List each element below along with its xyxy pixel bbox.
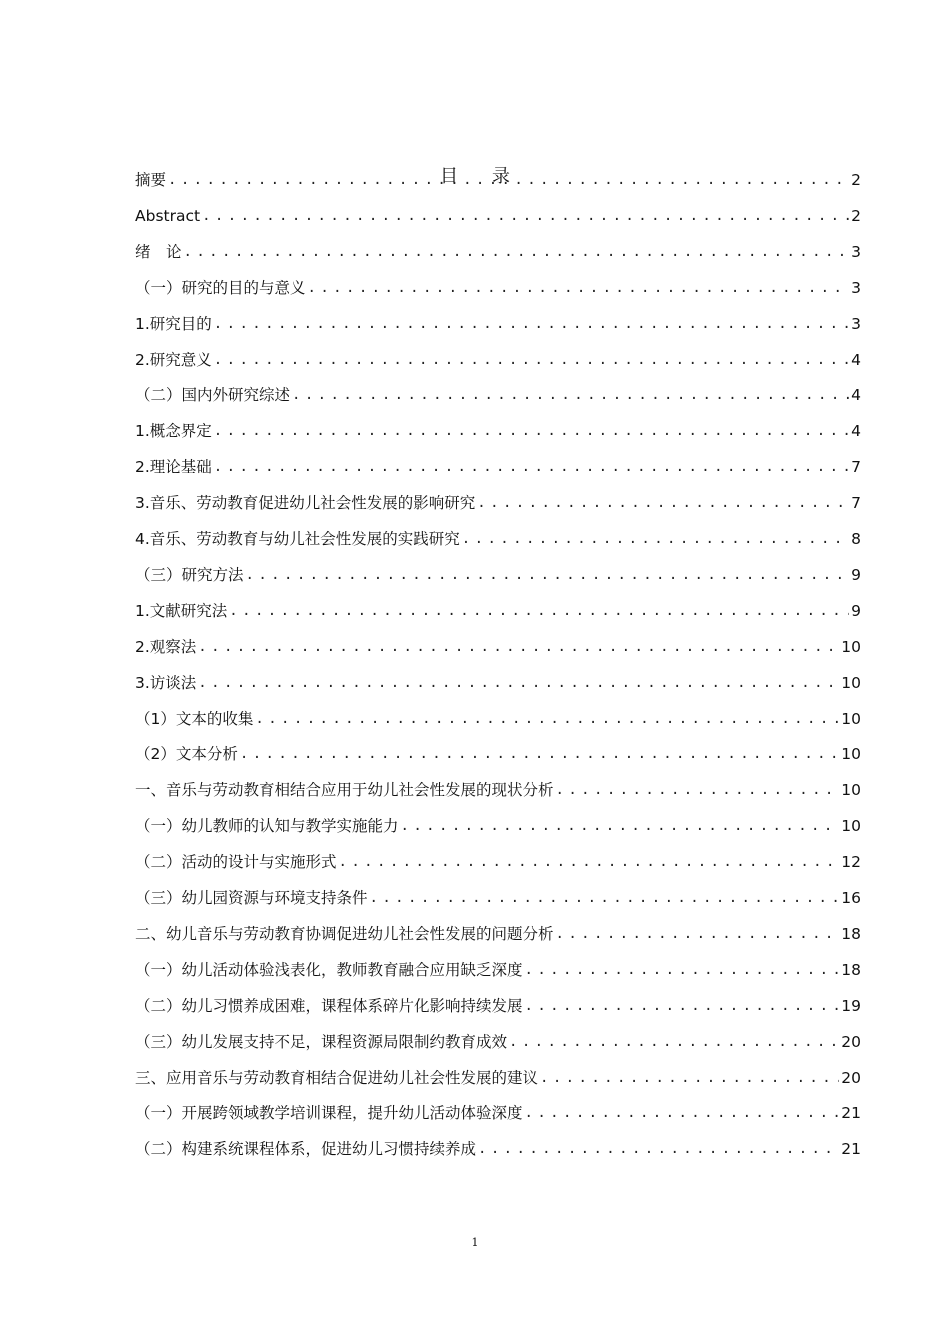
toc-entry-page: 9 <box>851 565 861 584</box>
toc-entry[interactable] <box>135 455 861 479</box>
toc-entry[interactable] <box>135 599 861 623</box>
toc-entry-page: 21 <box>841 1104 861 1123</box>
toc-entry[interactable] <box>135 1030 861 1054</box>
toc-leader-dots <box>240 742 839 766</box>
toc-entry-label: （二）构建系统课程体系，促进幼儿习惯持续养成 <box>135 1140 477 1159</box>
toc-leader-dots <box>292 383 849 407</box>
toc-entry-page: 2 <box>851 171 861 189</box>
toc-leader-dots <box>246 563 850 587</box>
toc-entry-page: 20 <box>841 1032 861 1051</box>
toc-entry-label: （1）文本的收集 <box>135 709 254 728</box>
toc-leader-dots <box>308 276 850 300</box>
toc-entry-label: （2）文本分析 <box>135 745 238 764</box>
toc-entry-label: 1.研究目的 <box>135 314 212 333</box>
toc-entry[interactable] <box>135 886 861 910</box>
toc-entry-page: 10 <box>841 673 861 692</box>
toc-entry[interactable] <box>135 994 861 1018</box>
toc-entry[interactable] <box>135 563 861 587</box>
toc-leader-dots <box>214 312 849 336</box>
toc-entry-label: 3.音乐、劳动教育促进幼儿社会性发展的影响研究 <box>135 494 476 513</box>
toc-entry-page: 7 <box>851 494 861 513</box>
toc-entry-label: 绪 论 <box>135 242 182 261</box>
toc-leader-dots <box>525 958 840 982</box>
toc-entry[interactable] <box>135 958 861 982</box>
toc-entry-page: 3 <box>851 314 861 333</box>
toc-entry-label: 2.观察法 <box>135 637 197 656</box>
toc-entry-label: 3.访谈法 <box>135 673 197 692</box>
toc-entry[interactable] <box>135 419 861 443</box>
toc-entry[interactable] <box>135 348 861 372</box>
toc-entry-page: 21 <box>841 1140 861 1159</box>
toc-entry-label: 一、音乐与劳动教育相结合应用于幼儿社会性发展的现状分析 <box>135 781 554 800</box>
toc-entry-page: 12 <box>841 853 861 872</box>
toc-leader-dots <box>401 814 840 838</box>
toc-entry-page: 2 <box>851 206 861 225</box>
toc-leader-dots <box>255 707 839 731</box>
toc-leader-dots <box>214 419 849 443</box>
toc-entry-page: 10 <box>841 709 861 728</box>
toc-entry-page: 4 <box>851 386 861 405</box>
toc-entry-label: 三、应用音乐与劳动教育相结合促进幼儿社会性发展的建议 <box>135 1068 539 1087</box>
toc-leader-dots <box>229 599 849 623</box>
toc-entry-label: Abstract <box>135 206 201 225</box>
toc-entry[interactable] <box>135 527 861 551</box>
toc-leader-dots <box>478 1137 839 1161</box>
toc-entry-page: 4 <box>851 422 861 441</box>
toc-entry[interactable] <box>135 276 861 300</box>
toc-entry-page: 10 <box>841 781 861 800</box>
toc-entry-label: （一）幼儿教师的认知与教学实施能力 <box>135 817 399 836</box>
toc-leader-dots <box>370 886 840 910</box>
toc-entry-label: 2.理论基础 <box>135 458 212 477</box>
toc-entry-label: 1.概念界定 <box>135 422 212 441</box>
toc-entry-label: 4.音乐、劳动教育与幼儿社会性发展的实践研究 <box>135 530 460 548</box>
toc-entry-page: 3 <box>851 278 861 297</box>
toc-entry[interactable] <box>135 922 861 946</box>
toc-entry-page: 8 <box>851 530 861 548</box>
toc-entry[interactable] <box>135 814 861 838</box>
toc-leader-dots <box>525 994 840 1018</box>
toc-leader-dots <box>462 527 849 551</box>
toc-entry[interactable] <box>135 240 861 264</box>
toc-entry[interactable] <box>135 778 861 802</box>
toc-leader-dots <box>214 348 849 372</box>
toc-entry[interactable] <box>135 383 861 407</box>
toc-title-right: 录 <box>492 166 510 187</box>
toc-entry[interactable] <box>135 671 861 695</box>
toc-entry[interactable] <box>135 1101 861 1125</box>
toc-entry-page: 16 <box>841 889 861 907</box>
toc-entry[interactable] <box>135 742 861 766</box>
toc-entry-label: 摘要 <box>135 171 167 189</box>
toc-leader-dots <box>556 922 840 946</box>
toc-leader-dots <box>556 778 840 802</box>
toc-entry[interactable] <box>135 850 861 874</box>
toc-entry-label: 二、幼儿音乐与劳动教育协调促进幼儿社会性发展的问题分析 <box>135 924 554 943</box>
toc-entry[interactable] <box>135 204 861 228</box>
toc-title-left: 目 <box>440 166 458 187</box>
toc-entry-label: （一）幼儿活动体验浅表化，教师教育融合应用缺乏深度 <box>135 960 523 979</box>
toc-entry-label: （一）开展跨领域教学培训课程，提升幼儿活动体验深度 <box>135 1104 523 1123</box>
toc-entry[interactable] <box>135 707 861 731</box>
toc-entry-page: 18 <box>841 960 861 979</box>
toc-entry-page: 20 <box>841 1068 861 1087</box>
toc-entry-page: 10 <box>841 745 861 764</box>
toc-entry-label: （三）幼儿发展支持不足，课程资源局限制约教育成效 <box>135 1032 508 1051</box>
toc-entry-label: （二）活动的设计与实施形式 <box>135 853 337 872</box>
toc-leader-dots <box>198 635 839 659</box>
toc-entry-label: （三）幼儿园资源与环境支持条件 <box>135 889 368 907</box>
toc-entry-page: 9 <box>851 601 861 620</box>
toc-entry[interactable] <box>135 1066 861 1090</box>
toc-leader-dots <box>202 204 849 228</box>
toc-entry-label: （三）研究方法 <box>135 565 244 584</box>
toc-leader-dots <box>168 168 849 192</box>
toc-entry-label: 1.文献研究法 <box>135 601 228 620</box>
toc-entry-page: 7 <box>851 458 861 477</box>
toc-entry[interactable] <box>135 635 861 659</box>
toc-leader-dots <box>477 491 849 515</box>
toc-entry-page: 10 <box>841 817 861 836</box>
toc-entry-page: 10 <box>841 637 861 656</box>
toc-leader-dots <box>214 455 849 479</box>
toc-leader-dots <box>509 1030 839 1054</box>
toc-entry[interactable] <box>135 168 861 192</box>
toc-entry-label: （二）幼儿习惯养成困难，课程体系碎片化影响持续发展 <box>135 996 523 1015</box>
toc-entry-page: 4 <box>851 350 861 369</box>
toc-leader-dots <box>339 850 840 874</box>
toc-entry[interactable] <box>135 312 861 336</box>
toc-leader-dots <box>540 1066 839 1090</box>
toc-entry-page: 18 <box>841 924 861 943</box>
page-number: 1 <box>471 1236 479 1249</box>
toc-entry-page: 3 <box>851 242 861 261</box>
toc-entry-label: （一）研究的目的与意义 <box>135 278 306 297</box>
toc-entry-label: （二）国内外研究综述 <box>135 386 291 405</box>
toc-entry[interactable] <box>135 1137 861 1161</box>
toc-entry-label: 2.研究意义 <box>135 350 212 369</box>
toc-leader-dots <box>198 671 839 695</box>
toc-entry[interactable] <box>135 491 861 515</box>
toc-entry-page: 19 <box>841 996 861 1015</box>
toc-leader-dots <box>525 1101 840 1125</box>
toc-leader-dots <box>184 240 850 264</box>
